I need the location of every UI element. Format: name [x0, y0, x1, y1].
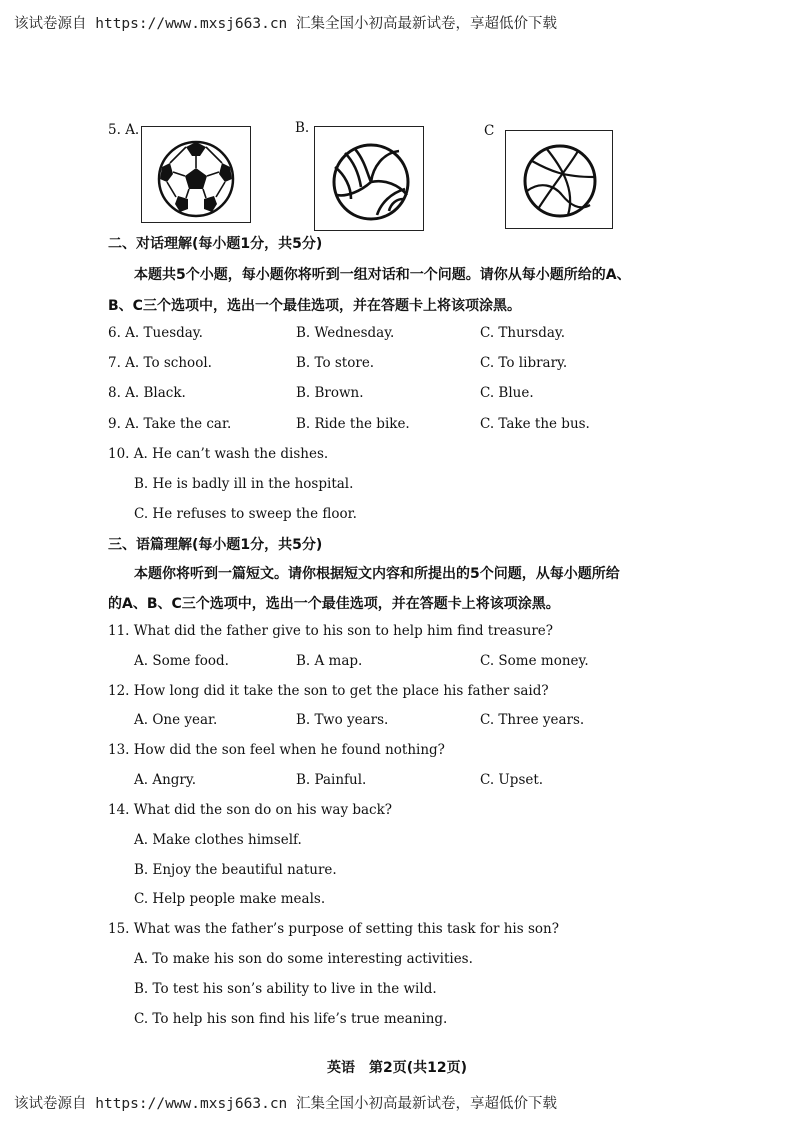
- q13-stem: 13. How did the son feel when he found nothing?: [108, 742, 445, 758]
- q11-option-c: C. Some money.: [480, 653, 589, 669]
- q5-label-a: A.: [125, 122, 140, 138]
- section-2-instruction-1: 本题共5个小题，每小题你将听到一组对话和一个问题。请你从每小题所给的A、: [134, 267, 631, 283]
- section-2-title: 二、对话理解(每小题1分，共5分): [108, 236, 323, 252]
- q15-option-c: C. To help his son find his life’s true meaning.: [134, 1011, 448, 1027]
- page-footer: 英语 第2页(共12页): [326, 1060, 468, 1076]
- q9-option-a: 9. A. Take the car.: [108, 416, 232, 432]
- section-3-instruction-1: 本题你将听到一篇短文。请你根据短文内容和所提出的5个问题，从每小题所给: [134, 566, 620, 582]
- source-notice-bottom: 该试卷源自 https://www.mxsj663.cn 汇集全国小初高最新试卷，享超低价下载: [14, 1096, 558, 1112]
- q10-option-c: C. He refuses to sweep the floor.: [134, 506, 357, 522]
- q6-option-a: 6. A. Tuesday.: [108, 325, 203, 341]
- q5-option-a-picture[interactable]: [141, 126, 251, 223]
- q12-stem: 12. How long did it take the son to get the place his father said?: [108, 683, 549, 699]
- q8-option-a: 8. A. Black.: [108, 385, 186, 401]
- q14-stem: 14. What did the son do on his way back?: [108, 802, 393, 818]
- q11-option-a: A. Some food.: [134, 653, 229, 669]
- q10-option-b: B. He is badly ill in the hospital.: [134, 476, 354, 492]
- q7-option-b: B. To store.: [296, 355, 375, 371]
- q14-option-b: B. Enjoy the beautiful nature.: [134, 862, 337, 878]
- q12-option-c: C. Three years.: [480, 712, 585, 728]
- q10-option-a: 10. A. He can’t wash the dishes.: [108, 446, 329, 462]
- q6-option-c: C. Thursday.: [480, 325, 566, 341]
- basketball-icon: [506, 131, 612, 228]
- q15-stem: 15. What was the father’s purpose of setting this task for his son?: [108, 921, 559, 937]
- volleyball-icon: [315, 127, 423, 230]
- q15-option-a: A. To make his son do some interesting activities.: [134, 951, 473, 967]
- section-2-instruction-2: B、C三个选项中，选出一个最佳选项，并在答题卡上将该项涂黑。: [108, 298, 521, 314]
- q11-stem: 11. What did the father give to his son to help him find treasure?: [108, 623, 554, 639]
- q6-option-b: B. Wednesday.: [296, 325, 395, 341]
- q5-option-b-picture[interactable]: [314, 126, 424, 231]
- q8-option-c: C. Blue.: [480, 385, 534, 401]
- q12-option-a: A. One year.: [134, 712, 218, 728]
- q13-option-a: A. Angry.: [134, 772, 196, 788]
- q5-number-text: 5.: [108, 122, 121, 138]
- q5-number: [108, 124, 139, 138]
- q14-option-a: A. Make clothes himself.: [134, 832, 302, 848]
- q9-option-c: C. Take the bus.: [480, 416, 590, 432]
- q12-option-b: B. Two years.: [296, 712, 389, 728]
- section-3-instruction-2: 的A、B、C三个选项中，选出一个最佳选项，并在答题卡上将该项涂黑。: [108, 596, 560, 612]
- q5-label-b: B.: [295, 120, 310, 136]
- q7-option-c: C. To library.: [480, 355, 568, 371]
- soccer-ball-icon: [142, 127, 250, 222]
- q13-option-c: C. Upset.: [480, 772, 544, 788]
- source-notice-top: 该试卷源自 https://www.mxsj663.cn 汇集全国小初高最新试卷，享超低价下载: [14, 16, 558, 32]
- q9-option-b: B. Ride the bike.: [296, 416, 410, 432]
- q14-option-c: C. Help people make meals.: [134, 891, 326, 907]
- q5-option-c-picture[interactable]: [505, 130, 613, 229]
- section-3-title: 三、语篇理解(每小题1分，共5分): [108, 537, 323, 553]
- q5-label-c: C: [484, 123, 495, 139]
- q11-option-b: B. A map.: [296, 653, 363, 669]
- q7-option-a: 7. A. To school.: [108, 355, 212, 371]
- q13-option-b: B. Painful.: [296, 772, 367, 788]
- q15-option-b: B. To test his son’s ability to live in the wild.: [134, 981, 437, 997]
- q8-option-b: B. Brown.: [296, 385, 364, 401]
